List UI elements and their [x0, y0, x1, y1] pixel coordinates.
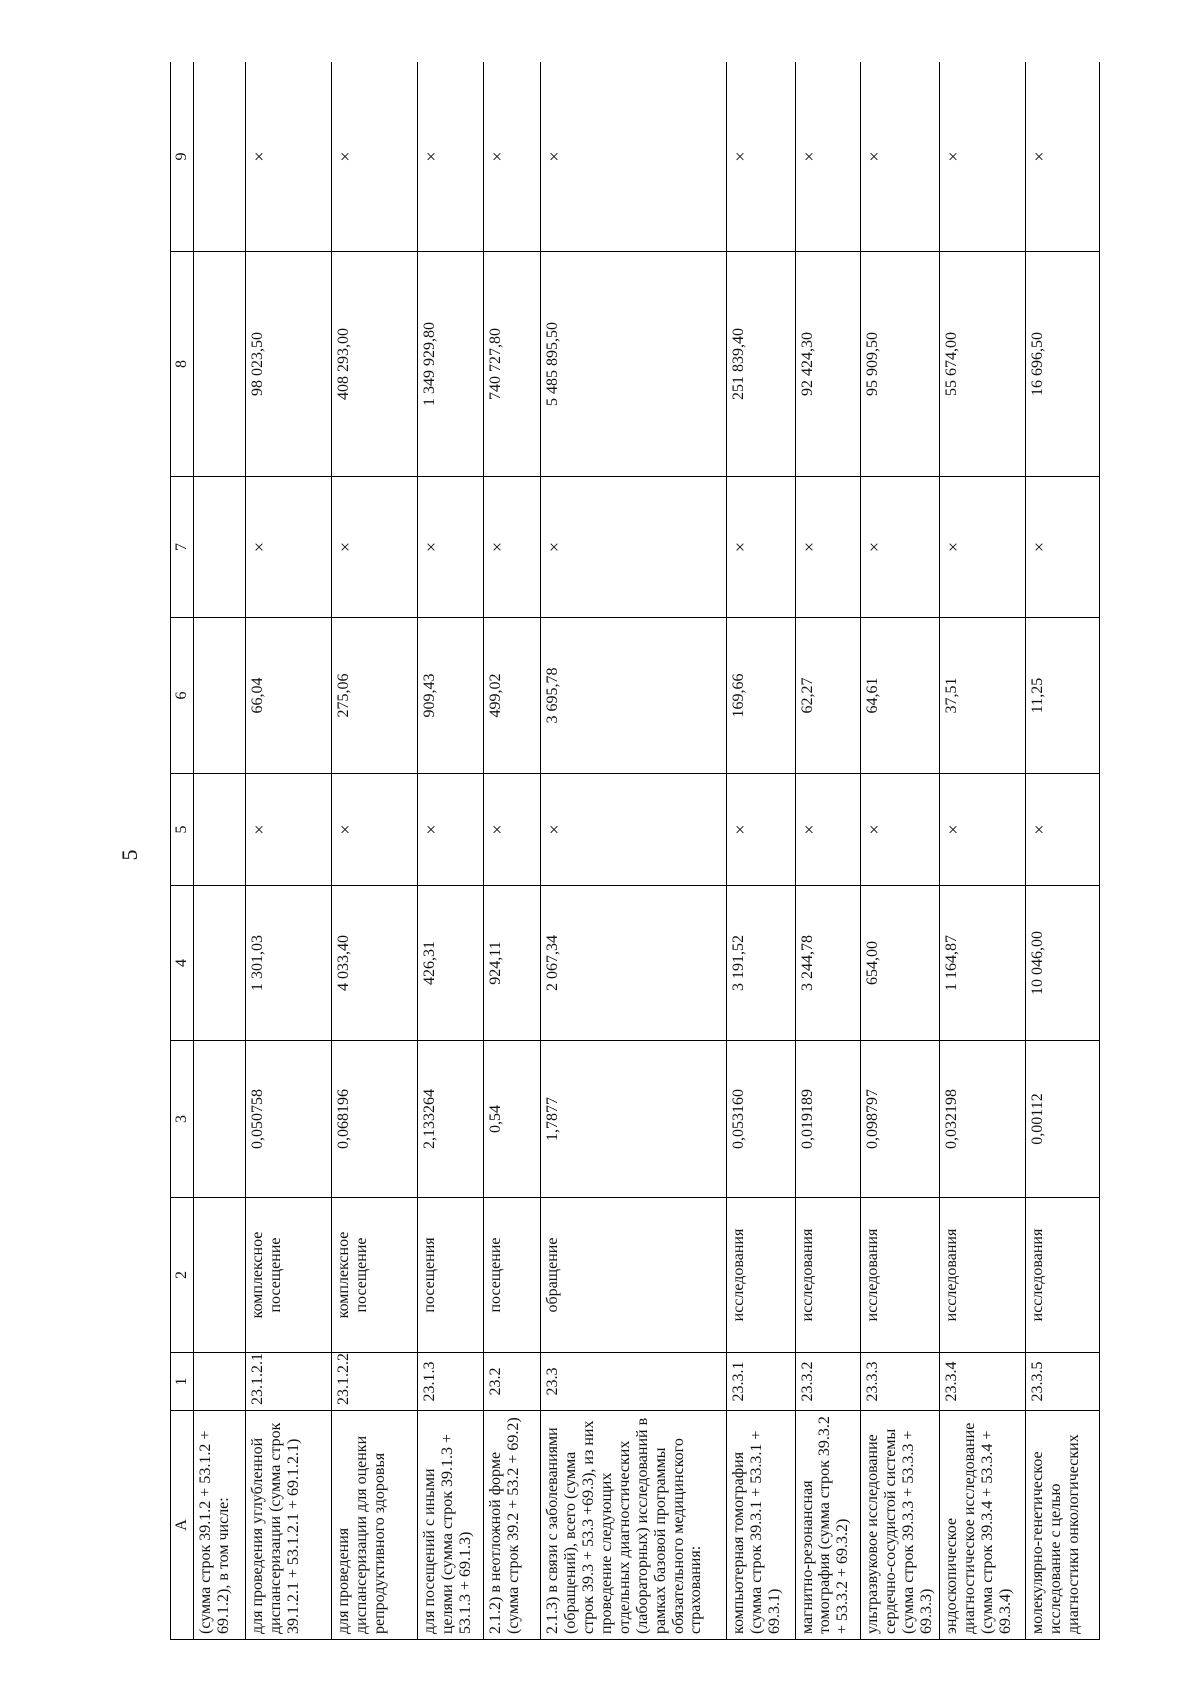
col3-cell: 0,068196 [332, 1041, 418, 1198]
row-name-cell: эндоскопическое диагностическое исследование (сумма строк 39.3.4 + 53.3.4 + 69.3.4) [940, 1411, 1026, 1640]
col9-cell: × [541, 62, 727, 252]
row-code-cell: 23.1.2.2 [332, 1353, 418, 1411]
col7-cell: × [246, 477, 332, 618]
col7-cell: × [332, 477, 418, 618]
row-code-cell: 23.1.2.1 [246, 1353, 332, 1411]
col8-cell: 1 349 929,80 [418, 252, 484, 477]
row-code-cell: 23.3.2 [795, 1353, 861, 1411]
col7-cell: × [418, 477, 484, 618]
unit-cell: исследования [795, 1198, 861, 1353]
row-name-cell: молекулярно-генетическое исследование с целью диагностики онкологических [1026, 1411, 1100, 1640]
col3-cell: 0,019189 [795, 1041, 861, 1198]
col4-cell: 3 191,52 [726, 886, 795, 1041]
col8-cell: 98 023,50 [246, 252, 332, 477]
col3-cell: 0,032198 [940, 1041, 1026, 1198]
col3-cell [194, 1041, 246, 1198]
table-row [246, 62, 332, 1640]
col6-cell: 66,04 [246, 618, 332, 774]
col3-cell: 0,050758 [246, 1041, 332, 1198]
table-header [171, 62, 194, 1640]
col8-cell [194, 252, 246, 477]
data-table [170, 62, 1100, 1640]
col7-cell: × [1026, 477, 1100, 618]
row-name-cell: (сумма строк 39.1.2 + 53.1.2 + 69.1.2), в том числе: [194, 1411, 246, 1640]
col6-cell: 62,27 [795, 618, 861, 774]
column-header: 6 [171, 618, 194, 774]
table-row [861, 62, 940, 1640]
table-row [795, 62, 861, 1640]
col7-cell: × [726, 477, 795, 618]
col6-cell: 169,66 [726, 618, 795, 774]
column-header: 2 [171, 1198, 194, 1353]
unit-cell: исследования [1026, 1198, 1100, 1353]
col3-cell: 1,7877 [541, 1041, 727, 1198]
col4-cell: 1 301,03 [246, 886, 332, 1041]
unit-cell: комплексное посещение [246, 1198, 332, 1353]
col4-cell: 3 244,78 [795, 886, 861, 1041]
row-name-cell: магнитно-резонансная томография (сумма строк 39.3.2 + 53.3.2 + 69.3.2) [795, 1411, 861, 1640]
col8-cell: 92 424,30 [795, 252, 861, 477]
col8-cell: 95 909,50 [861, 252, 940, 477]
row-name-cell: 2.1.2) в неотложной форме (сумма строк 39.2 + 53.2 + 69.2) [483, 1411, 541, 1640]
col5-cell: × [541, 774, 727, 886]
col9-cell: × [795, 62, 861, 252]
column-header: 5 [171, 774, 194, 886]
col6-cell: 3 695,78 [541, 618, 727, 774]
col3-cell: 0,053160 [726, 1041, 795, 1198]
unit-cell: исследования [940, 1198, 1026, 1353]
col3-cell: 2,133264 [418, 1041, 484, 1198]
table-row [418, 62, 484, 1640]
col9-cell [194, 62, 246, 252]
col5-cell: × [332, 774, 418, 886]
col3-cell: 0,54 [483, 1041, 541, 1198]
table-row [541, 62, 727, 1640]
col6-cell [194, 618, 246, 774]
row-code-cell: 23.3.5 [1026, 1353, 1100, 1411]
unit-cell: исследования [726, 1198, 795, 1353]
col5-cell: × [795, 774, 861, 886]
column-header: 3 [171, 1041, 194, 1198]
row-code-cell: 23.1.3 [418, 1353, 484, 1411]
unit-cell: посещения [418, 1198, 484, 1353]
table-row [940, 62, 1026, 1640]
row-code-cell: 23.3.4 [940, 1353, 1026, 1411]
col4-cell: 1 164,87 [940, 886, 1026, 1041]
col6-cell: 64,61 [861, 618, 940, 774]
unit-cell: посещение [483, 1198, 541, 1353]
col5-cell: × [1026, 774, 1100, 886]
table-body [194, 62, 1100, 1640]
col7-cell: × [541, 477, 727, 618]
column-header: 9 [171, 62, 194, 252]
col5-cell: × [418, 774, 484, 886]
col9-cell: × [1026, 62, 1100, 252]
row-name-cell: для посещений с иными целями (сумма строк 39.1.3 + 53.1.3 + 69.1.3) [418, 1411, 484, 1640]
column-header: 1 [171, 1353, 194, 1411]
col9-cell: × [726, 62, 795, 252]
col6-cell: 11,25 [1026, 618, 1100, 774]
col9-cell: × [418, 62, 484, 252]
col6-cell: 499,02 [483, 618, 541, 774]
col4-cell [194, 886, 246, 1041]
col4-cell: 924,11 [483, 886, 541, 1041]
unit-cell: обращение [541, 1198, 727, 1353]
col7-cell: × [940, 477, 1026, 618]
row-name-cell: 2.1.3) в связи с заболеваниями (обращений), всего (сумма строк 39.3 + 53.3 +69.3), из них проведение следующих отдельных диагностических (лабораторных) исследований в рамках базовой программы обязательного медицинского страхования: [541, 1411, 727, 1640]
col4-cell: 654,00 [861, 886, 940, 1041]
column-header: 4 [171, 886, 194, 1041]
page-number: 5 [117, 849, 142, 861]
table-row [726, 62, 795, 1640]
col3-cell: 0,098797 [861, 1041, 940, 1198]
col4-cell: 4 033,40 [332, 886, 418, 1041]
col3-cell: 0,00112 [1026, 1041, 1100, 1198]
col8-cell: 251 839,40 [726, 252, 795, 477]
col7-cell [194, 477, 246, 618]
row-name-cell: компьютерная томография (сумма строк 39.3.1 + 53.3.1 + 69.3.1) [726, 1411, 795, 1640]
row-code-cell: 23.3.1 [726, 1353, 795, 1411]
row-code-cell: 23.2 [483, 1353, 541, 1411]
col7-cell: × [861, 477, 940, 618]
col8-cell: 55 674,00 [940, 252, 1026, 477]
col7-cell: × [795, 477, 861, 618]
col5-cell [194, 774, 246, 886]
table-row [332, 62, 418, 1640]
col5-cell: × [861, 774, 940, 886]
table-row [194, 62, 246, 1640]
unit-cell: исследования [861, 1198, 940, 1353]
col9-cell: × [246, 62, 332, 252]
col8-cell: 740 727,80 [483, 252, 541, 477]
col9-cell: × [940, 62, 1026, 252]
col5-cell: × [483, 774, 541, 886]
col6-cell: 37,51 [940, 618, 1026, 774]
column-header: 7 [171, 477, 194, 618]
col4-cell: 426,31 [418, 886, 484, 1041]
row-code-cell [194, 1353, 246, 1411]
unit-cell [194, 1198, 246, 1353]
col4-cell: 10 046,00 [1026, 886, 1100, 1041]
unit-cell: комплексное посещение [332, 1198, 418, 1353]
col9-cell: × [483, 62, 541, 252]
col6-cell: 275,06 [332, 618, 418, 774]
column-header: А [171, 1411, 194, 1640]
col9-cell: × [332, 62, 418, 252]
col8-cell: 5 485 895,50 [541, 252, 727, 477]
row-name-cell: ультразвуковое исследование сердечно-сосудистой системы (сумма строк 39.3.3 + 53.3.3 + 69.3.3) [861, 1411, 940, 1640]
table-row [483, 62, 541, 1640]
col5-cell: × [246, 774, 332, 886]
col8-cell: 408 293,00 [332, 252, 418, 477]
col9-cell: × [861, 62, 940, 252]
col4-cell: 2 067,34 [541, 886, 727, 1041]
column-header: 8 [171, 252, 194, 477]
table-container [170, 62, 1100, 1640]
col8-cell: 16 696,50 [1026, 252, 1100, 477]
col5-cell: × [940, 774, 1026, 886]
col5-cell: × [726, 774, 795, 886]
row-code-cell: 23.3.3 [861, 1353, 940, 1411]
col6-cell: 909,43 [418, 618, 484, 774]
rotated-table-frame [170, 62, 1100, 1640]
row-code-cell: 23.3 [541, 1353, 727, 1411]
table-row [1026, 62, 1100, 1640]
col7-cell: × [483, 477, 541, 618]
row-name-cell: для проведения углубленной диспансеризации (сумма строк 39.1.2.1 + 53.1.2.1 + 69.1.2.1) [246, 1411, 332, 1640]
row-name-cell: для проведения диспансеризации для оценки репродуктивного здоровья [332, 1411, 418, 1640]
